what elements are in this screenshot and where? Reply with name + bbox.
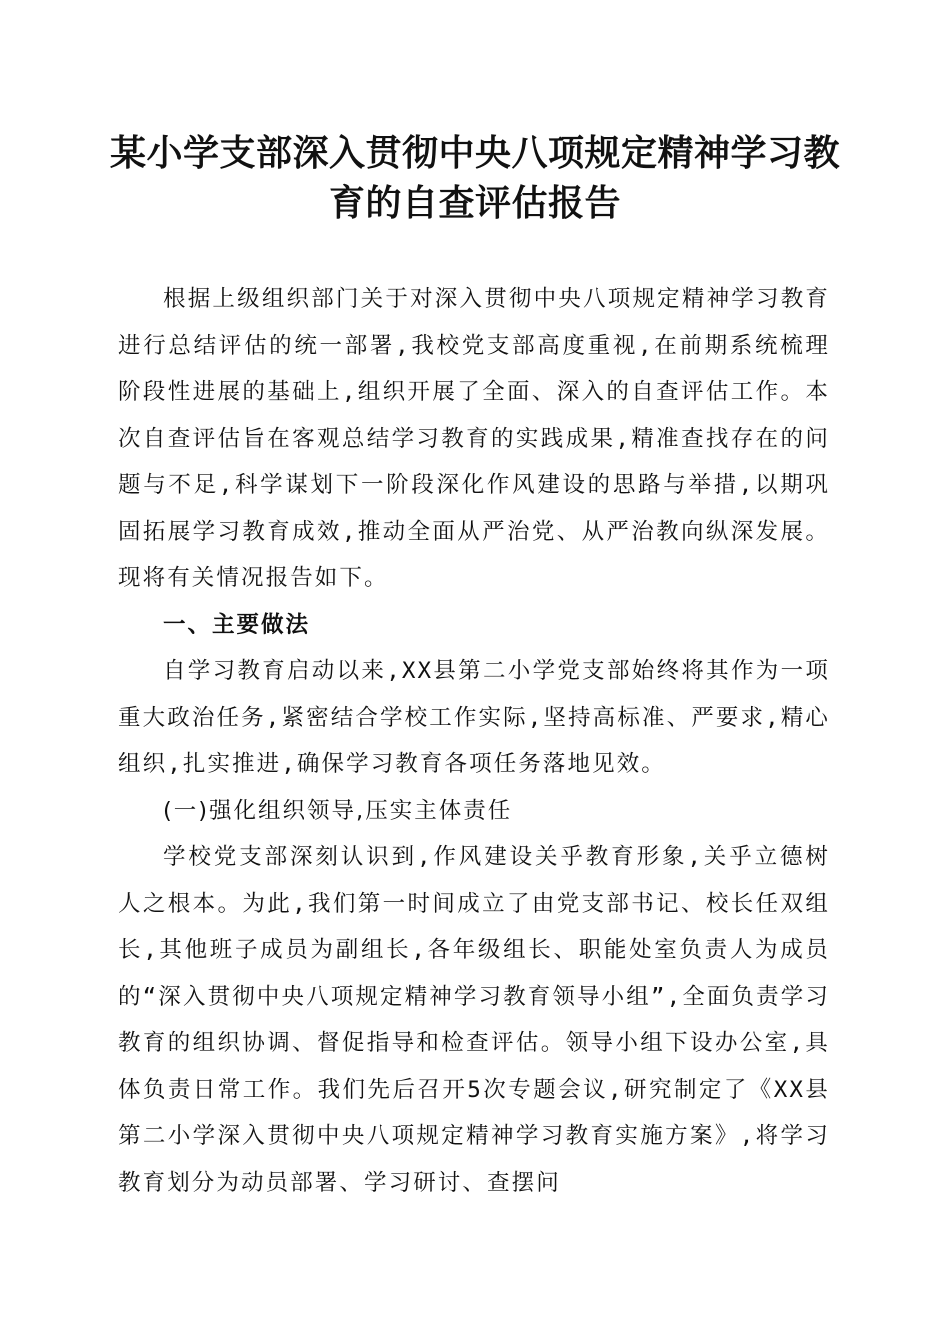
subsection-heading-organization: (一)强化组织领导,压实主体责任 [163,797,513,824]
section-paragraph-main-practices: 自学习教育启动以来,XX县第二小学党支部始终将其作为一项重大政治任务,紧密结合学校工作实际,坚持高标准、严要求,精心组织,扎实推进,确保学习教育各项任务落地见效。 [118,658,830,777]
subsection-paragraph-organization: 学校党支部深刻认识到,作风建设关乎教育形象,关乎立德树人之根本。为此,我们第一时间成立了由党支部书记、校长任双组长,其他班子成员为副组长,各年级组长、职能处室负责人为成员的“深入贯彻中央八项规定精神学习教育领导小组”,全面负责学习教育的组织协调、督促指导和检查评估。领导小组下设办公室,具体负责日常工作。我们先后召开5次专题会议,研究制定了《XX县第二小学深入贯彻中央八项规定精神学习教育实施方案》,将学习教育划分为动员部署、学习研讨、查摆问 [118,844,830,1196]
document-body [118,276,830,1206]
document-title-line-2: 育的自查评估报告 [328,182,621,224]
intro-paragraph: 根据上级组织部门关于对深入贯彻中央八项规定精神学习教育进行总结评估的统一部署,我校党支部高度重视,在前期系统梳理阶段性进展的基础上,组织开展了全面、深入的自查评估工作。本次自查评估旨在客观总结学习教育的实践成果,精准查找存在的问题与不足,科学谋划下一阶段深化作风建设的思路与举措,以期巩固拓展学习教育成效,推动全面从严治党、从严治教向纵深发展。现将有关情况报告如下。 [118,286,830,591]
section-heading-main-practices: 一、主要做法 [163,611,311,638]
document-title [100,128,850,228]
document-title-line-1: 某小学支部深入贯彻中央八项规定精神学习教 [109,132,840,174]
